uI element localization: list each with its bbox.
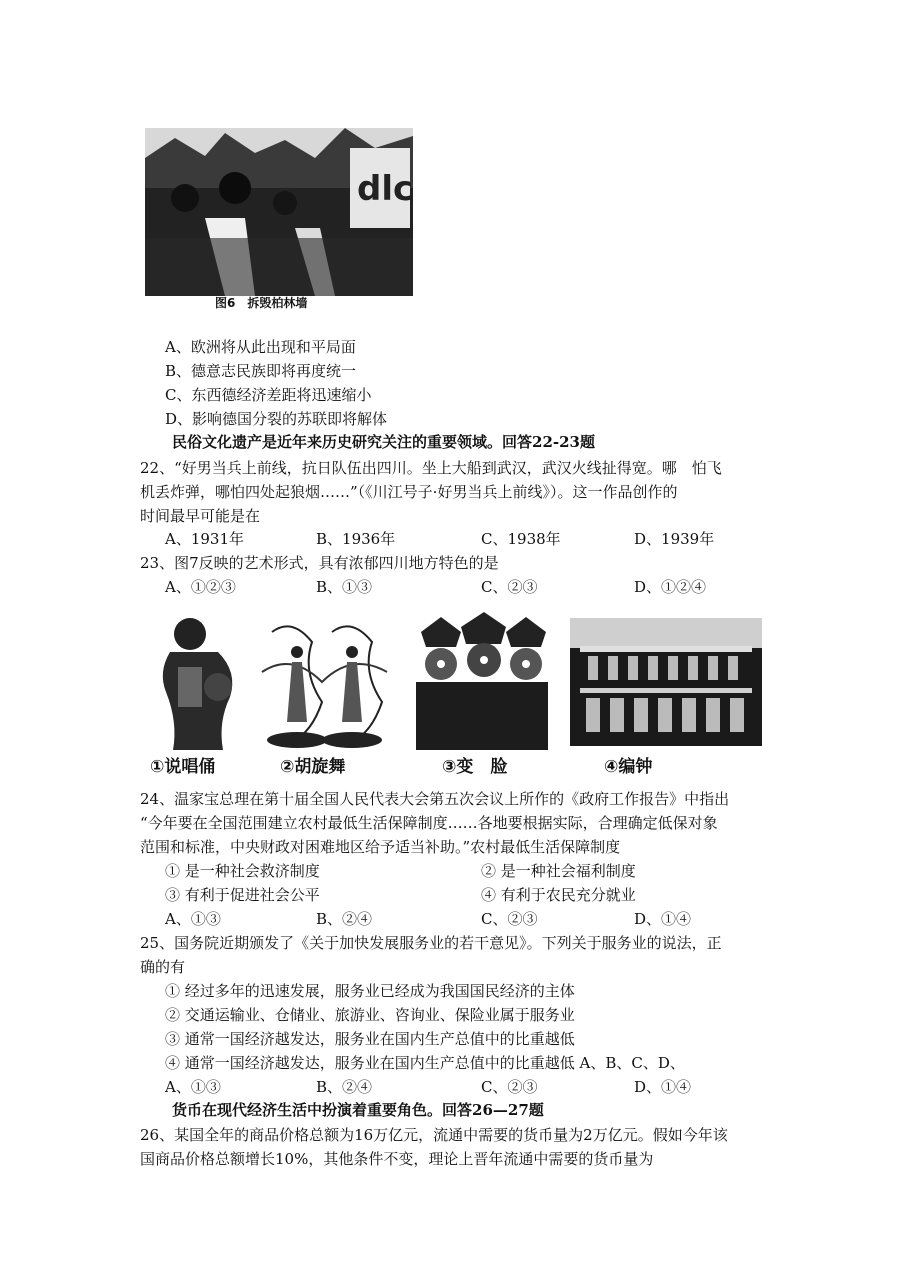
q24-stem-line-3: 范围和标准，中央财政对困难地区给予适当补助。”农村最低生活保障制度 xyxy=(140,838,621,856)
q23-option-d: D、①②④ xyxy=(634,578,707,596)
q26-stem-line-2: 国商品价格总额增长10%，其他条件不变，理论上晋年流通中需要的货币量为 xyxy=(140,1150,654,1168)
q22-stem-line-2: 机丢炸弹，哪怕四处起狼烟……”（《川江号子·好男当兵上前线》）。这一作品创作的 xyxy=(140,483,678,501)
q21-option-d: D、影响德国分裂的苏联即将解体 xyxy=(165,410,388,428)
q24-stem-line-1: 24、温家宝总理在第十届全国人民代表大会第五次会议上所作的《政府工作报告》中指出 xyxy=(140,790,730,808)
figure7-storyteller-figurine xyxy=(148,612,240,750)
q23-option-a: A、①②③ xyxy=(165,578,236,596)
figure7-face-changing xyxy=(406,612,558,750)
q25-statement-2: ② 交通运输业、仓储业、旅游业、咨询业、保险业属于服务业 xyxy=(165,1006,575,1024)
q22-option-d: D、1939年 xyxy=(634,530,715,548)
q22-option-b: B、1936年 xyxy=(316,530,396,548)
q25-option-d: D、①④ xyxy=(634,1078,692,1096)
q22-option-c: C、1938年 xyxy=(481,530,561,548)
q22-stem-line-3: 时间最早可能是在 xyxy=(140,507,261,525)
q25-option-c: C、②③ xyxy=(481,1078,538,1096)
q24-option-a: A、①③ xyxy=(165,910,221,928)
q24-option-d: D、①④ xyxy=(634,910,692,928)
q26-stem-line-1: 26、某国全年的商品价格总额为16万亿元，流通中需要的货币量为2万亿元。假如今年该 xyxy=(140,1126,728,1144)
berlin-wall-photo-image xyxy=(145,128,413,296)
q25-stem-line-2: 确的有 xyxy=(140,958,186,976)
q21-option-b: B、德意志民族即将再度统一 xyxy=(165,362,357,380)
q23-option-b: B、①③ xyxy=(316,578,373,596)
q21-option-c: C、东西德经济差距将迅速缩小 xyxy=(165,386,372,404)
berlin-wall-photo xyxy=(145,128,413,296)
q25-statement-1: ① 经过多年的迅速发展，服务业已经成为我国国民经济的主体 xyxy=(165,982,575,1000)
q24-option-b: B、②④ xyxy=(316,910,373,928)
q24-statement-3: ③ 有利于促进社会公平 xyxy=(165,886,320,904)
q25-statement-3: ③ 通常一国经济越发达，服务业在国内生产总值中的比重越低 xyxy=(165,1030,575,1048)
figure7-caption-3: ③变 脸 xyxy=(442,757,508,777)
q24-statement-1: ① 是一种社会救济制度 xyxy=(165,862,320,880)
section-heading-currency: 货币在现代经济生活中扮演着重要角色。回答26—27题 xyxy=(172,1101,544,1119)
q25-option-b: B、②④ xyxy=(316,1078,373,1096)
q23-option-c: C、②③ xyxy=(481,578,538,596)
q23-stem: 23、图7反映的艺术形式，具有浓郁四川地方特色的是 xyxy=(140,554,499,572)
q24-option-c: C、②③ xyxy=(481,910,538,928)
figure7-chime-bells xyxy=(570,618,762,746)
figure7-caption-4: ④编钟 xyxy=(604,757,653,777)
q25-option-a: A、①③ xyxy=(165,1078,221,1096)
q24-statement-4: ④ 有利于农民充分就业 xyxy=(481,886,636,904)
q24-statement-2: ② 是一种社会福利制度 xyxy=(481,862,636,880)
q24-stem-line-2: “今年要在全国范围建立农村最低生活保障制度……各地要根据实际，合理确定低保对象 xyxy=(140,814,718,832)
figure7-caption-2: ②胡旋舞 xyxy=(280,757,346,777)
wall-graffiti: dlc xyxy=(357,169,413,209)
figure7-caption-1: ①说唱俑 xyxy=(150,757,216,777)
q22-stem-line-1: 22、“好男当兵上前线，抗日队伍出四川。坐上大船到武汉，武汉火线扯得宽。哪 怕飞 xyxy=(140,459,722,477)
figure6-caption: 图6 拆毁柏林墙 xyxy=(215,296,308,310)
q22-option-a: A、1931年 xyxy=(165,530,245,548)
section-heading-folk-culture: 民俗文化遗产是近年来历史研究关注的重要领域。回答22-23题 xyxy=(172,433,595,451)
q25-stem-line-1: 25、国务院近期颁发了《关于加快发展服务业的若干意见》。下列关于服务业的说法，正 xyxy=(140,934,722,952)
q25-statement-4: ④ 通常一国经济越发达，服务业在国内生产总值中的比重越低 A、B、C、D、 xyxy=(165,1054,685,1072)
figure7-whirling-dance xyxy=(252,612,394,750)
q21-option-a: A、欧洲将从此出现和平局面 xyxy=(165,338,356,356)
